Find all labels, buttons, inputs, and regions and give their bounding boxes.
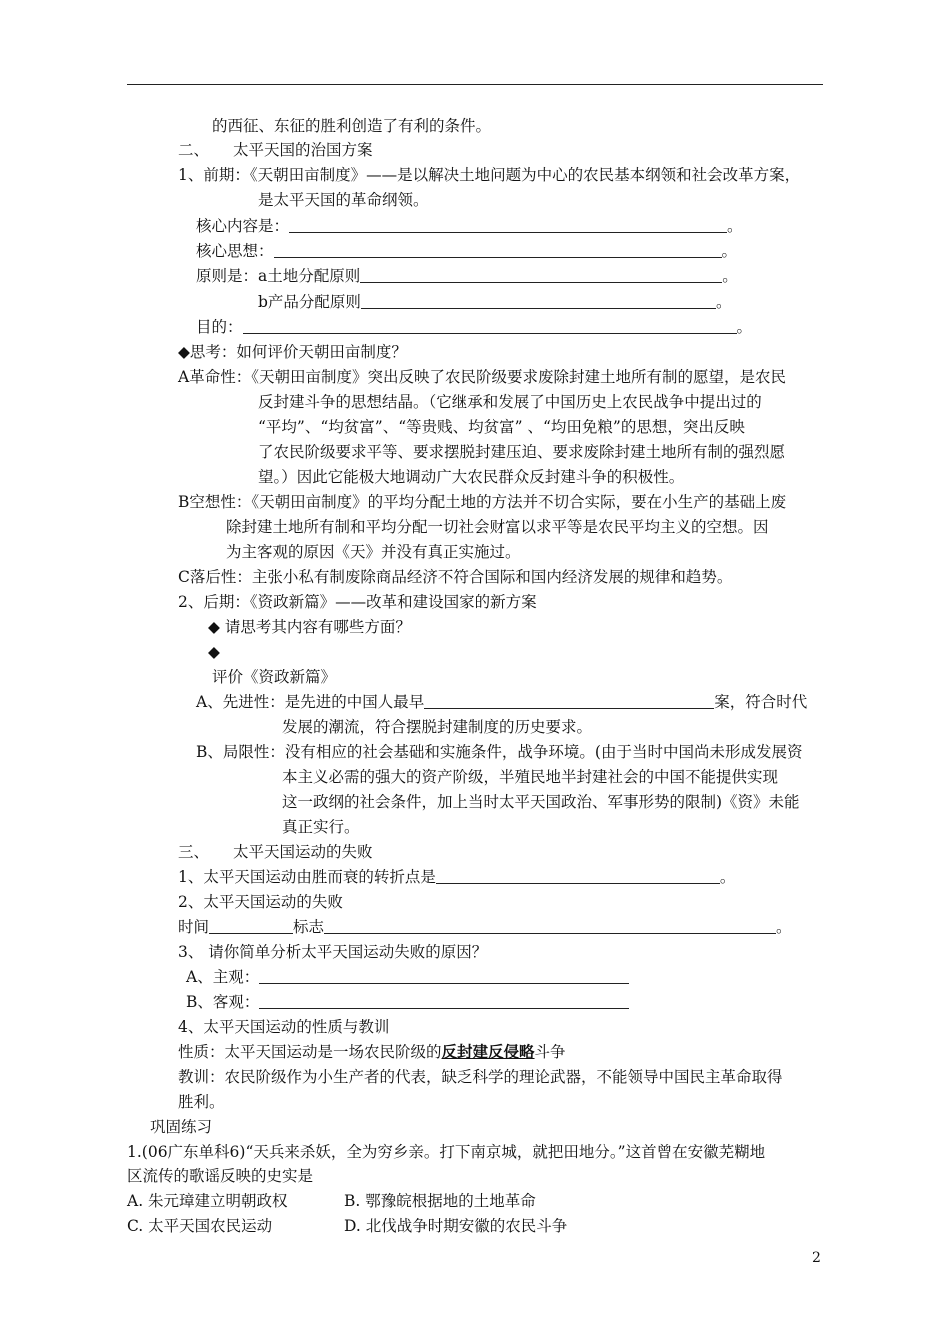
paragraph-line: 发展的潮流，符合摆脱封建制度的历史要求。 (282, 718, 593, 736)
answer-blank[interactable] (289, 216, 727, 233)
paragraph-line: 的西征、东征的胜利创造了有利的条件。 (212, 117, 492, 135)
paragraph-line: 除封建土地所有制和平均分配一切社会财富以求平等是农民平均主义的空想。因 (226, 518, 769, 536)
section-heading: 三、 太平天国运动的失败 (178, 843, 373, 861)
paragraph-line: 胜利。 (178, 1093, 225, 1111)
paragraph-line: 反封建斗争的思想结晶。（它继承和发展了中国历史上农民战争中提出过的 (258, 393, 762, 411)
paragraph-line: C落后性：主张小私有制废除商品经济不符合国际和国内经济发展的规律和趋势。 (178, 568, 733, 586)
fill-in-item: 原则是：a土地分配原则 。 (196, 267, 738, 285)
answer-blank[interactable] (424, 692, 714, 709)
answer-blank[interactable] (259, 992, 629, 1009)
bullet-item: ◆ (208, 643, 220, 661)
answer-blank[interactable] (360, 266, 722, 283)
paragraph-line: 2、太平天国运动的失败 (178, 893, 343, 911)
fill-in-item: b产品分配原则 。 (258, 293, 732, 311)
question-text: 区流传的歌谣反映的史实是 (127, 1167, 314, 1185)
header-rule (127, 84, 823, 85)
answer-blank[interactable] (436, 867, 720, 884)
paragraph-line: 性质：太平天国运动是一场农民阶级的反封建反侵略斗争 (178, 1042, 566, 1061)
paragraph-line: 教训：农民阶级作为小生产者的代表，缺乏科学的理论武器，不能领导中国民主革命取得 (178, 1068, 783, 1086)
paragraph-line: 4、太平天国运动的性质与教训 (178, 1018, 390, 1036)
answer-blank[interactable] (209, 917, 293, 934)
fill-in-item: 核心思想： 。 (196, 242, 738, 260)
option-d[interactable]: D. 北伐战争时期安徽的农民斗争 (344, 1217, 568, 1235)
question-heading: ◆思考：如何评价天朝田亩制度？ (178, 343, 407, 361)
paragraph-line: “平均”、“均贫富”、“等贵贱、均贫富” 、“均田免粮”的思想，突出反映 (258, 418, 745, 436)
paragraph-line: 了农民阶级要求平等、要求摆脱封建压迫、要求废除封建土地所有制的强烈愿 (258, 443, 786, 461)
bullet-item: ◆ 请思考其内容有哪些方面？ (208, 618, 411, 636)
answer-blank[interactable] (361, 292, 716, 309)
answer-blank[interactable] (324, 917, 776, 934)
answer-blank[interactable] (274, 241, 722, 258)
paragraph-line: 本主义必需的强大的资产阶级，半殖民地半封建社会的中国不能提供实现 (282, 768, 779, 786)
fill-in-item: B、客观： (186, 990, 629, 1014)
fill-in-item: 目的： 。 (196, 318, 753, 336)
paragraph-line: B、局限性：没有相应的社会基础和实施条件，战争环境。(由于当时中国尚未形成发展资 (196, 743, 803, 761)
paragraph-line: 3、 请你简单分析太平天国运动失败的原因？ (178, 943, 488, 961)
paragraph-line: 是太平天国的革命纲领。 (258, 191, 429, 209)
fill-in-item: A、先进性：是先进的中国人最早 案，符合时代 (196, 693, 808, 711)
answer-blank[interactable] (243, 317, 737, 334)
option-c[interactable]: C. 太平天国农民运动 (127, 1217, 273, 1235)
paragraph-line: 2、后期：《资政新篇》——改革和建设国家的新方案 (178, 593, 537, 611)
fill-in-item: A、主观： (186, 965, 629, 989)
paragraph-line: 真正实行。 (282, 818, 360, 836)
emphasis-text: 反封建反侵略 (441, 1042, 535, 1061)
question-text: 1.(06广东单科6)“天兵来杀妖，全为穷乡亲。打下南京城，就把田地分。”这首曾在安徽芜糊地 (127, 1143, 766, 1161)
page-number: 2 (812, 1250, 821, 1266)
paragraph-line: A革命性：《天朝田亩制度》突出反映了农民阶级要求废除封建土地所有制的愿望，是农民 (178, 368, 786, 386)
option-a[interactable]: A. 朱元璋建立明朝政权 (127, 1192, 288, 1210)
option-b[interactable]: B. 鄂豫皖根据地的土地革命 (344, 1192, 536, 1210)
paragraph-line: 1、前期：《天朝田亩制度》——是以解决土地问题为中心的农民基本纲领和社会改革方案， (178, 166, 801, 184)
subheading: 巩固练习 (150, 1118, 213, 1136)
answer-blank[interactable] (259, 967, 629, 984)
fill-in-item: 1、太平天国运动由胜而衰的转折点是 。 (178, 868, 736, 886)
fill-in-item: 核心内容是： 。 (196, 217, 743, 235)
paragraph-line: B空想性：《天朝田亩制度》的平均分配土地的方法并不切合实际，要在小生产的基础上废 (178, 493, 787, 511)
subheading: 评价《资政新篇》 (212, 668, 337, 686)
section-heading: 二、 太平天国的治国方案 (178, 141, 373, 159)
paragraph-line: 这一政纲的社会条件，加上当时太平天国政治、军事形势的限制)《资》未能 (282, 793, 800, 811)
fill-in-item: 时间 标志 。 (178, 918, 792, 936)
paragraph-line: 望。）因此它能极大地调动广大农民群众反封建斗争的积极性。 (258, 468, 685, 486)
paragraph-line: 为主客观的原因《天》并没有真正实施过。 (226, 543, 521, 561)
